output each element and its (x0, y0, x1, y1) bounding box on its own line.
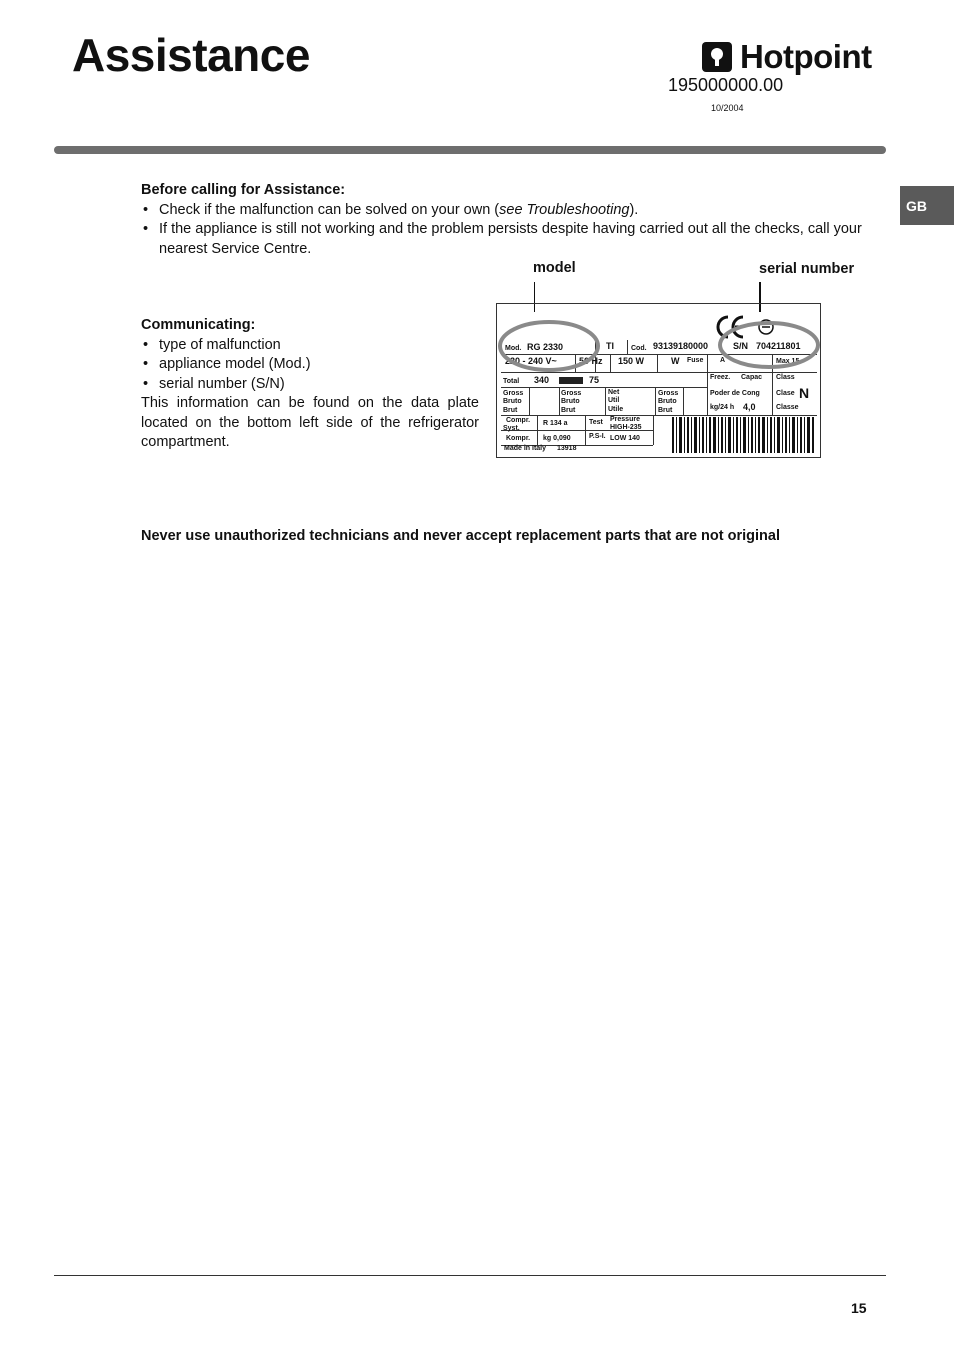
plate-gross2: Gross (561, 390, 582, 397)
before-list (141, 201, 889, 260)
before-calling-section (141, 181, 889, 259)
troubleshooting-reference: see Troubleshooting (499, 201, 630, 218)
item-text: ). (629, 201, 639, 218)
plate-13918: 13918 (557, 445, 577, 452)
plate-n: N (799, 385, 810, 401)
plate-class: Class (776, 374, 795, 381)
plate-cod-value: 93139180000 (653, 341, 709, 351)
communicating-section (141, 316, 479, 453)
plate-max: Max 15 (776, 358, 800, 365)
plate-pressure: Pressure (610, 416, 640, 423)
communicating-heading: Communicating: (141, 317, 256, 333)
plate-a: A (720, 357, 726, 364)
plate-gross3: Gross (658, 390, 679, 397)
plate-total: Total (503, 378, 520, 385)
plate-r134: R 134 a (543, 420, 568, 427)
model-highlight-ring-icon (500, 322, 598, 370)
highlight-rings (497, 318, 822, 378)
plate-bruto1: Bruto (503, 398, 522, 405)
plate-4-0: 4,0 (743, 402, 756, 412)
data-plate-location-text: This information can be found on the data plate located on the bottom left side of the refrigerator compartment. (141, 395, 479, 450)
hotpoint-logo-icon (702, 42, 732, 72)
plate-75: 75 (589, 375, 600, 385)
plate-serial-value: 704211801 (756, 341, 801, 351)
barcode-icon (672, 417, 817, 453)
plate-cod-label: Cod. (631, 345, 647, 352)
plate-wattage: 150 W (618, 356, 645, 366)
plate-340: 340 (534, 375, 550, 385)
list-item: • serial number (S/N) (141, 375, 479, 395)
plate-made-in: Made in Italy (504, 445, 547, 452)
plate-clase: Clase (776, 390, 795, 397)
plate-kg24: kg/24 h (710, 404, 735, 411)
model-label: model (533, 260, 576, 276)
warning-text: Never use unauthorized technicians and never accept replacement parts that are not original (141, 528, 780, 544)
list-item: • If the appliance is still not working and the problem persists despite having carried out all the checks, call your nearest Service Centre. (141, 220, 889, 259)
plate-mod-label: Mod. (505, 345, 522, 352)
list-item: • type of malfunction (141, 336, 479, 356)
plate-fuse: Fuse (687, 357, 704, 364)
plate-poder: Poder de Cong (710, 390, 760, 397)
plate-brut3: Brut (658, 407, 673, 414)
plate-capac: Capac (741, 374, 763, 381)
document-number: 195000000.00 (668, 75, 784, 95)
plate-low: LOW 140 (610, 435, 640, 442)
serial-highlight-ring-icon (720, 323, 818, 367)
list-item (141, 201, 889, 221)
plate-voltage: 220 - 240 V~ (505, 356, 557, 366)
plate-gross1: Gross (503, 390, 524, 397)
plate-brut1: Brut (503, 407, 518, 414)
plate-compr: Compr. (506, 417, 531, 424)
plate-kg: kg 0,090 (543, 435, 571, 442)
item-text: Check if the malfunction can be solved on your own ( (159, 201, 500, 218)
document-date: 10/2004 (711, 103, 744, 113)
list-item: • appliance model (Mod.) (141, 355, 479, 375)
page-title: Assistance (72, 29, 310, 81)
plate-freez: Freez. (710, 374, 731, 381)
data-plate-illustration (496, 303, 821, 458)
plate-test: Test (589, 419, 603, 426)
plate-star-rating-icon (559, 377, 583, 384)
page-number: 15 (851, 1300, 867, 1316)
plate-kompr: Kompr. (506, 435, 531, 442)
plate-frequency: 50 Hz (579, 356, 603, 366)
plate-bruto2: Bruto (561, 398, 580, 405)
plate-high: HIGH-235 (610, 424, 642, 431)
top-rule (54, 146, 886, 154)
plate-psi: P.S-I. (589, 433, 606, 440)
plate-classe: Classe (776, 404, 799, 411)
plate-bruto3: Bruto (658, 398, 677, 405)
language-tab: GB (900, 186, 954, 225)
plate-w2: W (671, 356, 680, 366)
plate-syst: Syst. (503, 425, 520, 432)
before-heading: Before calling for Assistance: (141, 182, 346, 198)
serial-number-label: serial number (759, 261, 855, 277)
plate-brut2: Brut (561, 407, 576, 414)
brand-name: Hotpoint (740, 38, 872, 75)
communicating-list (141, 336, 479, 395)
plate-model-value: RG 2330 (527, 342, 564, 352)
plate-util: Util (608, 397, 620, 404)
plate-utile: Utile (608, 406, 624, 413)
brand-logo (702, 38, 872, 76)
plate-ti: TI (606, 341, 614, 351)
plate-net: Net (608, 389, 620, 396)
plate-sn-label: S/N (733, 341, 749, 351)
bottom-rule (54, 1275, 886, 1276)
